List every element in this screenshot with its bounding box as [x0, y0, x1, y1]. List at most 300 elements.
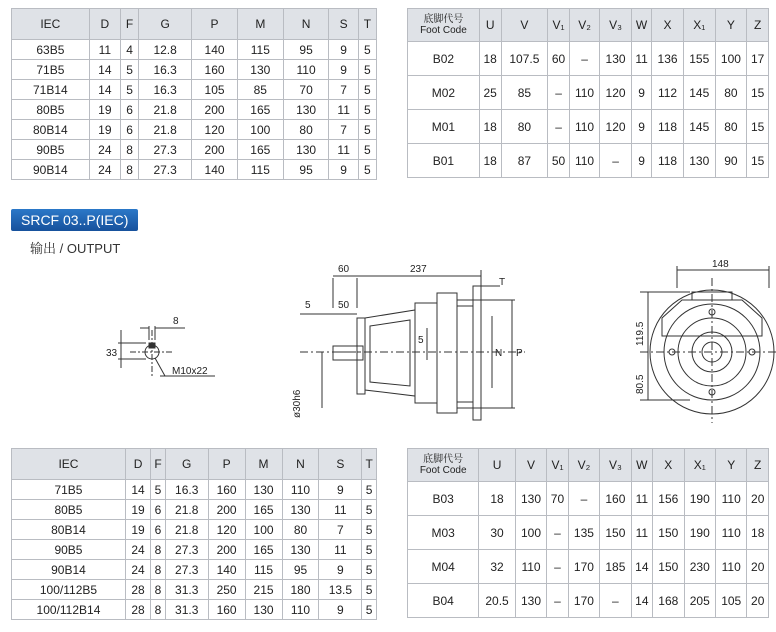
table-cell: –: [547, 516, 568, 550]
table-cell: 14: [631, 550, 652, 584]
table-cell: 130: [282, 540, 319, 560]
table-cell: 11: [631, 42, 651, 76]
table-header-cell: F: [151, 449, 166, 480]
table-cell: 16.3: [139, 80, 192, 100]
table-cell: 5: [358, 60, 376, 80]
table-cell: 95: [283, 160, 329, 180]
dim-N: N: [495, 348, 503, 359]
table-cell: 205: [684, 584, 715, 618]
table-header-cell: V: [501, 9, 548, 42]
shaft-dim-33: 33: [106, 348, 118, 359]
table-cell: B03: [408, 482, 479, 516]
table-row: [408, 482, 769, 516]
gearbox-front-view: [635, 259, 776, 423]
table-cell: –: [547, 550, 568, 584]
table-row: [12, 560, 377, 580]
table-cell: 5: [358, 140, 376, 160]
table-header-cell: G: [139, 9, 192, 40]
table-cell: 170: [568, 584, 599, 618]
table-cell: 27.3: [165, 560, 208, 580]
table-cell: B01: [408, 144, 480, 178]
table-cell: 27.3: [139, 140, 192, 160]
table-cell: 140: [192, 160, 238, 180]
table-cell: 85: [237, 80, 283, 100]
table-header-cell: U: [479, 449, 515, 482]
table-cell: 85: [501, 76, 548, 110]
table-cell: 13.5: [319, 580, 362, 600]
table-cell: 100: [715, 42, 747, 76]
table-cell: 80: [501, 110, 548, 144]
table-cell: 19: [89, 120, 120, 140]
table-cell: 6: [151, 500, 166, 520]
table-cell: 140: [192, 40, 238, 60]
table-cell: 9: [631, 144, 651, 178]
table-cell: 185: [600, 550, 631, 584]
table-row: [12, 500, 377, 520]
table-header-cell: D: [89, 9, 120, 40]
table-header-cell: V₂: [568, 449, 599, 482]
table-cell: 95: [282, 560, 319, 580]
table-cell: 136: [652, 42, 684, 76]
table-row: [12, 60, 377, 80]
table-cell: 60: [548, 42, 570, 76]
table-cell: 11: [89, 40, 120, 60]
table-cell: 11: [319, 500, 362, 520]
shaft-thread-label: M10x22: [172, 366, 208, 377]
table-header-cell: N: [282, 449, 319, 480]
table-row: [408, 42, 769, 76]
table-cell: 5: [362, 600, 377, 620]
table-cell: –: [547, 584, 568, 618]
dim-5b: 5: [418, 335, 424, 346]
table-cell: 165: [245, 540, 282, 560]
table-cell: 5: [358, 80, 376, 100]
table-cell: 215: [245, 580, 282, 600]
table-row: [12, 80, 377, 100]
table-cell: 63B5: [12, 40, 90, 60]
table-cell: 17: [747, 42, 769, 76]
table-header-cell: M: [245, 449, 282, 480]
table-cell: 115: [237, 160, 283, 180]
table-cell: 18: [479, 110, 501, 144]
table-cell: 9: [329, 160, 358, 180]
table-cell: 130: [515, 584, 546, 618]
table-cell: 230: [684, 550, 715, 584]
section-banner: SRCF 03..P(IEC): [11, 209, 138, 231]
table-header-cell: U: [479, 9, 501, 42]
table-cell: 130: [237, 60, 283, 80]
table-row: [12, 520, 377, 540]
table-row: [408, 516, 769, 550]
table-cell: 5: [362, 580, 377, 600]
table-cell: 8: [151, 540, 166, 560]
table-cell: 130: [683, 144, 715, 178]
table-cell: 24: [125, 560, 150, 580]
table-cell: 11: [319, 540, 362, 560]
table-header-cell: V₁: [547, 449, 568, 482]
table-cell: 112: [652, 76, 684, 110]
table-cell: 135: [568, 516, 599, 550]
table-cell: 100: [245, 520, 282, 540]
table-cell: 21.8: [139, 120, 192, 140]
table-cell: 156: [653, 482, 684, 516]
table-cell: 118: [652, 110, 684, 144]
table-cell: 200: [208, 540, 245, 560]
table-cell: 24: [125, 540, 150, 560]
table-cell: 120: [600, 110, 632, 144]
table-cell: 9: [329, 40, 358, 60]
table-cell: 90B5: [12, 140, 90, 160]
table-cell: M04: [408, 550, 479, 584]
table-cell: –: [600, 144, 632, 178]
table-cell: 130: [283, 100, 329, 120]
table-cell: M03: [408, 516, 479, 550]
table-cell: 71B5: [12, 60, 90, 80]
table-cell: 18: [479, 42, 501, 76]
table-cell: 20: [747, 482, 769, 516]
table-cell: 20: [747, 550, 769, 584]
table-cell: 32: [479, 550, 515, 584]
table-row: [12, 120, 377, 140]
table-cell: 9: [319, 560, 362, 580]
table-row: [408, 144, 769, 178]
table-cell: 80: [715, 76, 747, 110]
table-cell: 16.3: [139, 60, 192, 80]
table-cell: 150: [653, 516, 684, 550]
table-row: [408, 550, 769, 584]
table-header-cell: N: [283, 9, 329, 40]
table-cell: 90B5: [12, 540, 126, 560]
foot-code-header-en: Foot Code: [419, 465, 467, 476]
shaft-end-view: [106, 316, 215, 377]
table-cell: 100/112B14: [12, 600, 126, 620]
table-cell: 7: [319, 520, 362, 540]
table-row: [12, 160, 377, 180]
table-cell: 4: [120, 40, 138, 60]
table-cell: 70: [547, 482, 568, 516]
table-cell: 18: [747, 516, 769, 550]
table-cell: 9: [329, 60, 358, 80]
table-cell: 200: [192, 100, 238, 120]
table-cell: 30: [479, 516, 515, 550]
table-cell: 130: [515, 482, 546, 516]
table-cell: 160: [208, 600, 245, 620]
technical-drawing: [0, 248, 776, 448]
table-cell: 15: [747, 76, 769, 110]
table-cell: 21.8: [165, 520, 208, 540]
table-header-cell: P: [208, 449, 245, 480]
table-header-cell: X: [652, 9, 684, 42]
table-header-cell: Z: [747, 9, 769, 42]
table-cell: 8: [151, 560, 166, 580]
table-header-cell: S: [319, 449, 362, 480]
table-cell: 19: [125, 500, 150, 520]
table-cell: 70: [283, 80, 329, 100]
table-cell: 5: [120, 80, 138, 100]
table-cell: 200: [208, 500, 245, 520]
table-cell: 24: [89, 140, 120, 160]
table-cell: 20.5: [479, 584, 515, 618]
table-cell: 27.3: [165, 540, 208, 560]
table-header-cell: W: [631, 449, 652, 482]
table-cell: 15: [747, 110, 769, 144]
table-cell: 120: [600, 76, 632, 110]
table-header-cell: P: [192, 9, 238, 40]
table-cell: 170: [568, 550, 599, 584]
table-cell: 80B5: [12, 100, 90, 120]
table-cell: 20: [747, 584, 769, 618]
table-cell: 14: [89, 80, 120, 100]
table-cell: 90B14: [12, 560, 126, 580]
table-cell: –: [548, 110, 570, 144]
table-cell: 200: [192, 140, 238, 160]
table-row: [12, 40, 377, 60]
table-cell: 27.3: [139, 160, 192, 180]
table-header-cell: W: [631, 9, 651, 42]
table-cell: 5: [362, 540, 377, 560]
table-cell: B04: [408, 584, 479, 618]
table-cell: 8: [151, 600, 166, 620]
table-cell: 7: [329, 80, 358, 100]
foot-code-header-en: Foot Code: [420, 25, 467, 36]
table-cell: 5: [151, 480, 166, 500]
table-header-cell: D: [125, 449, 150, 480]
table-row: [12, 480, 377, 500]
table-cell: 95: [283, 40, 329, 60]
table-cell: 130: [600, 42, 632, 76]
table-cell: 11: [631, 516, 652, 550]
table-cell: –: [568, 482, 599, 516]
table-cell: 110: [715, 482, 746, 516]
table-cell: 71B14: [12, 80, 90, 100]
table-cell: 100: [237, 120, 283, 140]
dim-P: P: [516, 348, 523, 359]
table-header-cell: IEC: [12, 9, 90, 40]
table-cell: 5: [362, 560, 377, 580]
table-cell: 130: [283, 140, 329, 160]
table-header-cell: V: [515, 449, 546, 482]
table-header-cell: S: [329, 9, 358, 40]
table-cell: 31.3: [165, 600, 208, 620]
dim-237: 237: [410, 264, 427, 275]
table-header-cell: G: [165, 449, 208, 480]
table-cell: 190: [684, 482, 715, 516]
table-cell: 100: [515, 516, 546, 550]
table-cell: 160: [600, 482, 631, 516]
table-cell: 105: [192, 80, 238, 100]
table-header-cell: X₁: [683, 9, 715, 42]
table-header-cell: V₁: [548, 9, 570, 42]
table-cell: 80: [283, 120, 329, 140]
table-header-cell: V₃: [600, 9, 632, 42]
table-cell: 145: [683, 110, 715, 144]
table-header-cell: Y: [715, 449, 746, 482]
table-header-row: [12, 9, 377, 40]
table-row: [12, 100, 377, 120]
dim-80-5: 80.5: [635, 374, 646, 394]
dim-119-5: 119.5: [635, 321, 646, 346]
table-cell: 100/112B5: [12, 580, 126, 600]
table-row: [12, 600, 377, 620]
table-cell: 80: [715, 110, 747, 144]
table-row: [408, 584, 769, 618]
table-header-cell: F: [120, 9, 138, 40]
table-cell: 110: [569, 144, 599, 178]
table-cell: 110: [282, 480, 319, 500]
table-cell: –: [569, 42, 599, 76]
table-cell: –: [548, 76, 570, 110]
dim-60: 60: [338, 264, 350, 275]
table-cell: 110: [569, 76, 599, 110]
table-row: [12, 140, 377, 160]
table-cell: 155: [683, 42, 715, 76]
table-cell: 107.5: [501, 42, 548, 76]
table-cell: 16.3: [165, 480, 208, 500]
iec-table-bottom: [11, 448, 377, 620]
table-header-cell: Z: [747, 449, 769, 482]
table-cell: 18: [479, 482, 515, 516]
gearbox-side-view: [292, 264, 525, 420]
table-cell: 28: [125, 600, 150, 620]
foot-code-table-bottom: [407, 448, 769, 618]
table-cell: 5: [362, 520, 377, 540]
table-cell: 5: [358, 120, 376, 140]
foot-code-table-top: [407, 8, 769, 178]
table-cell: –: [600, 584, 631, 618]
table-row: [12, 580, 377, 600]
table-cell: 21.8: [165, 500, 208, 520]
table-cell: 130: [245, 480, 282, 500]
foot-code-header-cn: 底脚代号: [423, 454, 464, 465]
table-header-row: [408, 9, 769, 42]
table-cell: 14: [125, 480, 150, 500]
table-cell: 168: [653, 584, 684, 618]
table-cell: 21.8: [139, 100, 192, 120]
table-cell: 9: [319, 480, 362, 500]
table-header-cell: V₃: [600, 449, 631, 482]
table-cell: 5: [358, 100, 376, 120]
table-cell: 190: [684, 516, 715, 550]
table-cell: 110: [569, 110, 599, 144]
table-cell: 90B14: [12, 160, 90, 180]
table-cell: 110: [715, 550, 746, 584]
table-cell: 8: [120, 140, 138, 160]
table-cell: 24: [89, 160, 120, 180]
table-cell: 115: [245, 560, 282, 580]
table-cell: 11: [329, 140, 358, 160]
shaft-dim-8: 8: [173, 316, 179, 327]
table-cell: 180: [282, 580, 319, 600]
table-cell: 19: [89, 100, 120, 120]
table-header-cell: Y: [715, 9, 747, 42]
dim-shaft-diameter: ø30h6: [292, 389, 303, 418]
table-header-row: [408, 449, 769, 482]
table-cell: 8: [151, 580, 166, 600]
table-cell: 110: [515, 550, 546, 584]
table-cell: 145: [683, 76, 715, 110]
foot-code-header-cn: 底脚代号: [423, 14, 464, 25]
table-cell: 18: [479, 144, 501, 178]
table-cell: 115: [237, 40, 283, 60]
table-cell: 6: [120, 120, 138, 140]
table-cell: 11: [329, 100, 358, 120]
table-cell: 165: [237, 140, 283, 160]
section-subtitle: 输出 / OUTPUT: [30, 241, 121, 256]
table-cell: 28: [125, 580, 150, 600]
foot-code-header: [408, 449, 479, 482]
table-cell: 110: [283, 60, 329, 80]
table-header-cell: X₁: [684, 449, 715, 482]
dim-148: 148: [712, 259, 729, 270]
table-cell: 90: [715, 144, 747, 178]
table-header-cell: IEC: [12, 449, 126, 480]
table-cell: 9: [631, 76, 651, 110]
table-cell: 87: [501, 144, 548, 178]
table-cell: 50: [548, 144, 570, 178]
table-cell: 31.3: [165, 580, 208, 600]
table-cell: 5: [362, 480, 377, 500]
table-cell: 71B5: [12, 480, 126, 500]
table-cell: 110: [282, 600, 319, 620]
table-cell: 250: [208, 580, 245, 600]
table-cell: 14: [89, 60, 120, 80]
table-header-row: [12, 449, 377, 480]
iec-table-top: [11, 8, 377, 180]
table-header-cell: V₂: [569, 9, 599, 42]
table-cell: 165: [237, 100, 283, 120]
dim-50: 50: [338, 300, 350, 311]
table-cell: 165: [245, 500, 282, 520]
table-cell: 80B14: [12, 520, 126, 540]
table-header-cell: T: [362, 449, 377, 480]
table-cell: 5: [358, 160, 376, 180]
table-cell: 9: [319, 600, 362, 620]
table-cell: 5: [120, 60, 138, 80]
dim-5: 5: [305, 300, 311, 311]
table-cell: 80B14: [12, 120, 90, 140]
table-cell: 15: [747, 144, 769, 178]
table-cell: M02: [408, 76, 480, 110]
table-cell: 150: [600, 516, 631, 550]
table-cell: 160: [192, 60, 238, 80]
table-cell: 6: [120, 100, 138, 120]
table-cell: 5: [362, 500, 377, 520]
table-cell: 80B5: [12, 500, 126, 520]
table-row: [12, 540, 377, 560]
table-cell: 130: [282, 500, 319, 520]
table-cell: 120: [192, 120, 238, 140]
table-cell: B02: [408, 42, 480, 76]
table-cell: 8: [120, 160, 138, 180]
table-cell: M01: [408, 110, 480, 144]
table-cell: 5: [358, 40, 376, 60]
table-cell: 140: [208, 560, 245, 580]
table-cell: 130: [245, 600, 282, 620]
table-header-cell: T: [358, 9, 376, 40]
table-cell: 80: [282, 520, 319, 540]
table-header-cell: X: [653, 449, 684, 482]
table-cell: 9: [631, 110, 651, 144]
table-cell: 12.8: [139, 40, 192, 60]
table-header-cell: M: [237, 9, 283, 40]
table-cell: 11: [631, 482, 652, 516]
table-row: [408, 110, 769, 144]
table-cell: 25: [479, 76, 501, 110]
table-cell: 105: [715, 584, 746, 618]
table-cell: 6: [151, 520, 166, 540]
foot-code-header: [408, 9, 480, 42]
table-cell: 19: [125, 520, 150, 540]
